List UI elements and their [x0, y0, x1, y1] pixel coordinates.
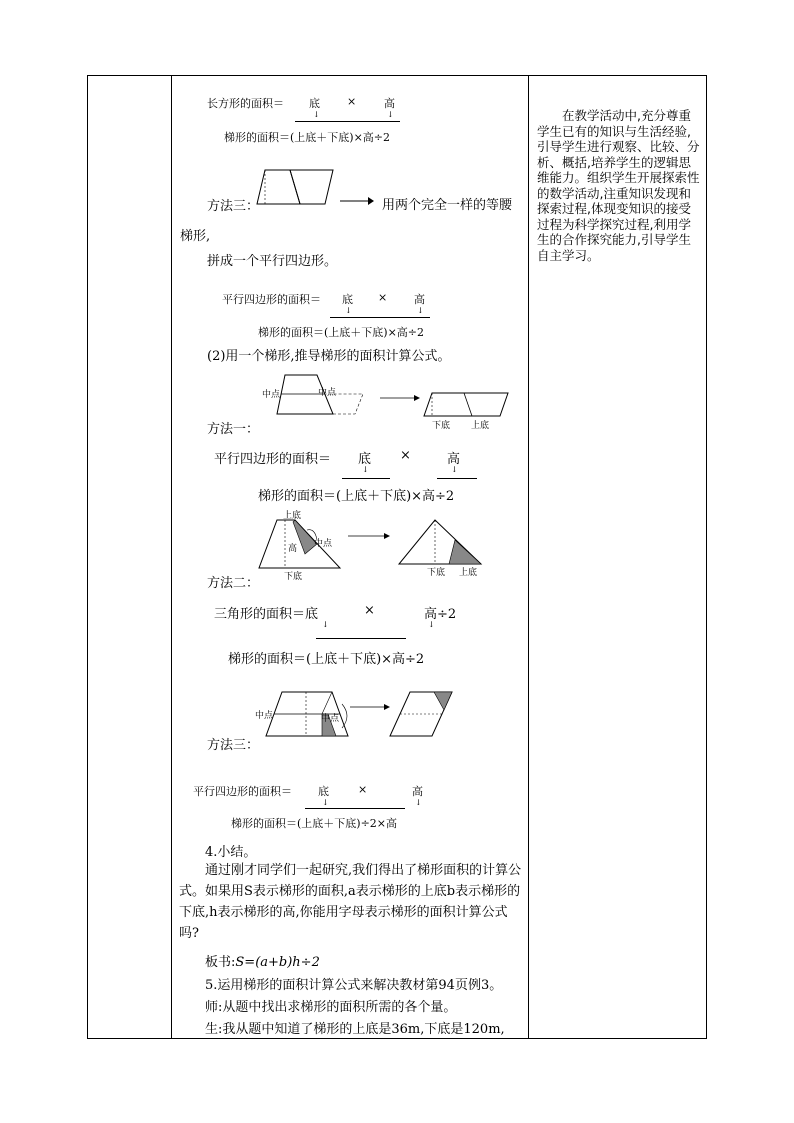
para-formula-label: 平行四边形的面积＝ [222, 293, 321, 306]
bottom-base-label: 下底 [427, 568, 446, 578]
rect-base: 底 [309, 97, 320, 110]
right-arrow-icon [350, 702, 390, 712]
down-arrow-icon: ↓ [417, 306, 424, 315]
parallelogram-result-figure [388, 690, 456, 738]
down-arrow-icon: ↓ [362, 465, 369, 474]
divider-line [437, 478, 477, 479]
down-arrow-icon: ↓ [387, 110, 394, 119]
down-arrow-icon: ↓ [415, 798, 422, 807]
board-label: 板书: [205, 955, 236, 970]
two-trapezoids-figure [255, 168, 345, 208]
m3-base: 底 [318, 785, 329, 798]
m2-height-div: 高÷2 [424, 607, 457, 622]
times-sign: × [358, 783, 368, 796]
m1-trap-formula: 梯形的面积＝(上底＋下底)×高÷2 [258, 489, 455, 504]
right-arrow-icon [340, 196, 374, 206]
times-sign: × [400, 448, 411, 463]
divider-line [295, 121, 400, 122]
m1-base: 底 [358, 452, 372, 467]
method2-label: 方法二： [207, 576, 260, 591]
right-arrow-icon [380, 393, 420, 403]
height-label: 高 [288, 544, 298, 554]
down-arrow-icon: ↓ [322, 798, 329, 807]
divider-line [305, 808, 405, 809]
para-base: 底 [342, 293, 353, 306]
method3-text-cont: 梯形, [180, 229, 211, 244]
method3-label: 方法三： [207, 199, 260, 214]
midpoint-label: 中点 [314, 539, 333, 549]
midpoint-label: 中点 [321, 714, 340, 724]
divider-line [342, 478, 390, 479]
summary-paragraph: 通过刚才同学们一起研究,我们得出了梯形面积的计算公式。如果用S表示梯形的面积,a表示梯形的上底b表示梯形的下底,h表示梯形的高,你能用字母表示梯形的面积计算公式吗? [179, 863, 522, 941]
board-line [205, 951, 320, 970]
student-line: 生:我从题中知道了梯形的上底是36m,下底是120m, [205, 1022, 505, 1037]
board-formula: S=(a+b)h÷2 [235, 955, 320, 970]
m2-trap-formula: 梯形的面积＝(上底＋下底)×高÷2 [228, 652, 425, 667]
down-arrow-icon: ↓ [451, 465, 458, 474]
method3-label-2: 方法三： [207, 738, 260, 753]
times-sign: × [364, 603, 375, 618]
trap-formula: 梯形的面积＝(上底＋下底)×高÷2 [258, 326, 425, 339]
midpoint-label: 中点 [318, 388, 337, 398]
top-base-label: 上底 [283, 511, 302, 521]
m1-para-formula: 平行四边形的面积＝ [214, 452, 332, 467]
down-arrow-icon: ↓ [428, 620, 435, 629]
down-arrow-icon: ↓ [313, 110, 320, 119]
m3-trap-formula: 梯形的面积＝(上底＋下底)÷2×高 [231, 817, 398, 830]
summary-heading: 4.小结。 [205, 845, 257, 860]
m3-para-formula: 平行四边形的面积＝ [193, 785, 292, 798]
midpoint-label: 中点 [255, 711, 274, 721]
section2-heading: (2)用一个梯形,推导梯形的面积计算公式。 [207, 349, 451, 364]
method3-text-cont2: 拼成一个平行四边形。 [207, 254, 338, 269]
midpoint-label: 中点 [262, 390, 281, 400]
step5-text: 5.运用梯形的面积计算公式来解决教材第94页例3。 [205, 978, 503, 993]
times-sign: × [378, 291, 388, 304]
divider-line [316, 638, 406, 639]
parallelogram-result-figure [420, 390, 520, 420]
m3-height: 高 [412, 785, 423, 798]
bottom-base-label: 下底 [284, 572, 303, 582]
triangle-result-figure [397, 518, 487, 568]
teacher-line: 师:从题中找出求梯形的面积所需的各个量。 [205, 1000, 457, 1015]
method3-text: 用两个完全一样的等腰 [382, 198, 513, 213]
para-height: 高 [414, 293, 425, 306]
top-base-label: 上底 [459, 568, 478, 578]
rect-formula-label: 长方形的面积＝ [207, 97, 284, 110]
trap-formula: 梯形的面积＝(上底＋下底)×高÷2 [224, 131, 391, 144]
down-arrow-icon: ↓ [345, 306, 352, 315]
trapezoid-to-triangle-figure [255, 510, 355, 572]
down-arrow-icon: ↓ [322, 620, 329, 629]
bottom-base-label: 下底 [432, 421, 451, 431]
times-sign: × [347, 95, 357, 108]
top-base-label: 上底 [471, 421, 490, 431]
m1-height: 高 [447, 452, 461, 467]
side-note: 在教学活动中,充分尊重学生已有的知识与生活经验,引导学生进行观察、比较、分析、概括,培养学生的逻辑思维能力。组织学生开展探索性的数学活动,注重知识发现和探索过程,体现变知识的接受过程为科学探究过程,利用学生的合作探究能力,引导学生自主学习。 [537, 108, 700, 263]
right-arrow-icon [348, 531, 390, 541]
m2-tri-formula: 三角形的面积＝底 [214, 607, 319, 622]
method1-label: 方法一： [207, 422, 260, 437]
rect-height: 高 [384, 97, 395, 110]
divider-line [330, 317, 430, 318]
